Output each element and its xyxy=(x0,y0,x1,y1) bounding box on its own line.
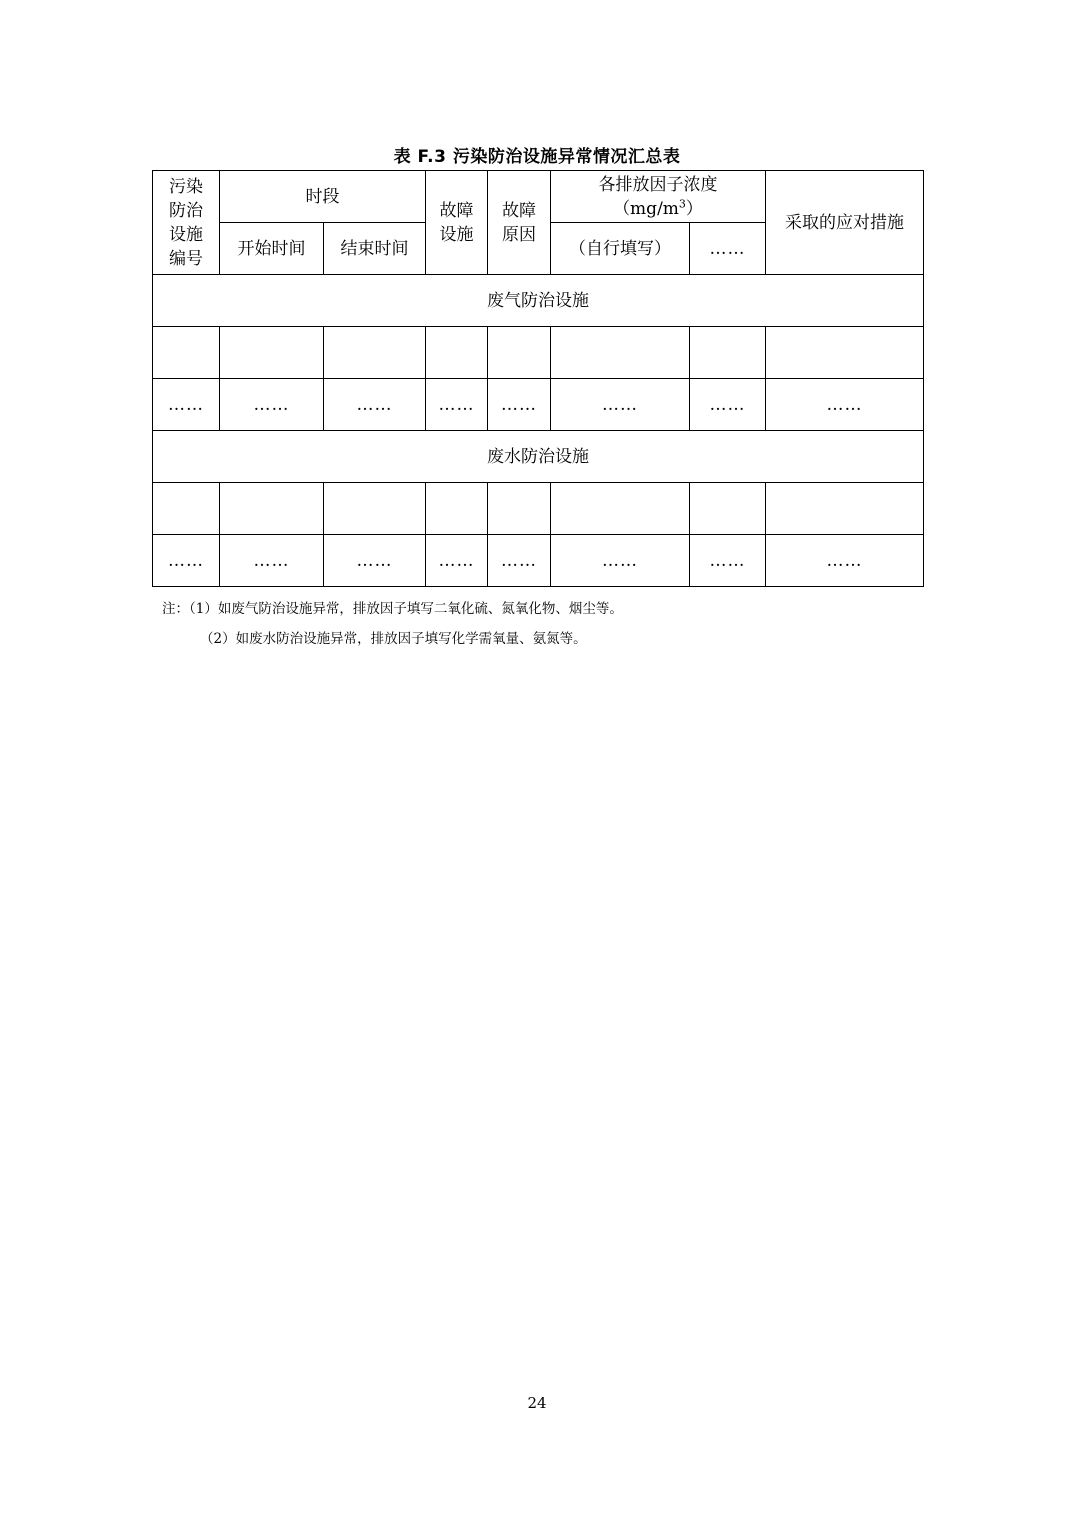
note-label: 注： xyxy=(162,601,189,617)
ellipsis-cell: …… xyxy=(153,379,220,431)
header-concentration-unit xyxy=(551,197,765,221)
header-measures: 采取的应对措施 xyxy=(766,171,924,275)
header-fault-reason xyxy=(488,171,551,275)
table-cell xyxy=(766,483,924,535)
table-cell xyxy=(690,327,766,379)
header-facility-id-line: 防治 xyxy=(169,200,203,221)
abnormal-facility-summary-table xyxy=(152,170,924,587)
table-cell xyxy=(690,483,766,535)
table-row xyxy=(153,327,924,379)
table-cell xyxy=(426,327,488,379)
table-cell xyxy=(426,483,488,535)
ellipsis-cell: …… xyxy=(426,535,488,587)
header-fault-facility xyxy=(426,171,488,275)
note-1 xyxy=(162,594,623,624)
table-notes xyxy=(162,594,623,654)
table-row xyxy=(153,483,924,535)
header-concentration xyxy=(551,171,766,223)
ellipsis-cell: …… xyxy=(426,379,488,431)
header-end-time: 结束时间 xyxy=(324,223,426,275)
header-start-time: 开始时间 xyxy=(220,223,324,275)
ellipsis-cell: …… xyxy=(690,379,766,431)
table-cell xyxy=(766,327,924,379)
table-caption: 表 F.3 污染防治设施异常情况汇总表 xyxy=(393,147,681,167)
header-facility-id-line: 污染 xyxy=(169,176,203,197)
header-facility-id-line: 设施 xyxy=(169,224,203,245)
table-cell xyxy=(488,327,551,379)
header-period: 时段 xyxy=(220,171,426,223)
header-ellipsis: …… xyxy=(690,223,766,275)
table-cell xyxy=(153,483,220,535)
table-cell xyxy=(551,327,690,379)
table-cell xyxy=(324,327,426,379)
header-concentration-label: 各排放因子浓度 xyxy=(598,174,718,195)
note-1-text: （1）如废气防治设施异常，排放因子填写二氧化硫、氮氧化物、烟尘等。 xyxy=(189,601,623,617)
table-cell xyxy=(220,483,324,535)
ellipsis-cell: …… xyxy=(551,535,690,587)
header-facility-id xyxy=(153,171,220,275)
unit-suffix: ） xyxy=(685,198,703,219)
ellipsis-cell: …… xyxy=(551,379,690,431)
table-row xyxy=(153,535,924,587)
header-fault-facility-line: 故障 xyxy=(439,200,474,221)
ellipsis-cell: …… xyxy=(220,379,324,431)
page-number: 24 xyxy=(527,1394,547,1412)
table-cell xyxy=(488,483,551,535)
ellipsis-cell: …… xyxy=(324,379,426,431)
header-facility-id-line: 编号 xyxy=(169,248,203,269)
ellipsis-cell: …… xyxy=(488,535,551,587)
ellipsis-cell: …… xyxy=(766,535,924,587)
header-fault-reason-line: 故障 xyxy=(502,200,536,221)
header-self-fill: （自行填写） xyxy=(551,223,690,275)
table-row xyxy=(153,379,924,431)
header-fault-facility-line: 设施 xyxy=(439,224,474,245)
ellipsis-cell: …… xyxy=(488,379,551,431)
section-title-wastewater: 废水防治设施 xyxy=(153,431,924,483)
ellipsis-cell: …… xyxy=(690,535,766,587)
unit-superscript: 3 xyxy=(678,196,686,210)
ellipsis-cell: …… xyxy=(153,535,220,587)
table-cell xyxy=(324,483,426,535)
table-cell xyxy=(220,327,324,379)
section-title-exhaust: 废气防治设施 xyxy=(153,275,924,327)
ellipsis-cell: …… xyxy=(324,535,426,587)
unit-prefix: （mg/m xyxy=(613,198,679,219)
note-2: （2）如废水防治设施异常，排放因子填写化学需氧量、氨氮等。 xyxy=(200,631,587,647)
table-cell xyxy=(551,483,690,535)
header-fault-reason-line: 原因 xyxy=(502,224,536,245)
table-cell xyxy=(153,327,220,379)
ellipsis-cell: …… xyxy=(766,379,924,431)
ellipsis-cell: …… xyxy=(220,535,324,587)
